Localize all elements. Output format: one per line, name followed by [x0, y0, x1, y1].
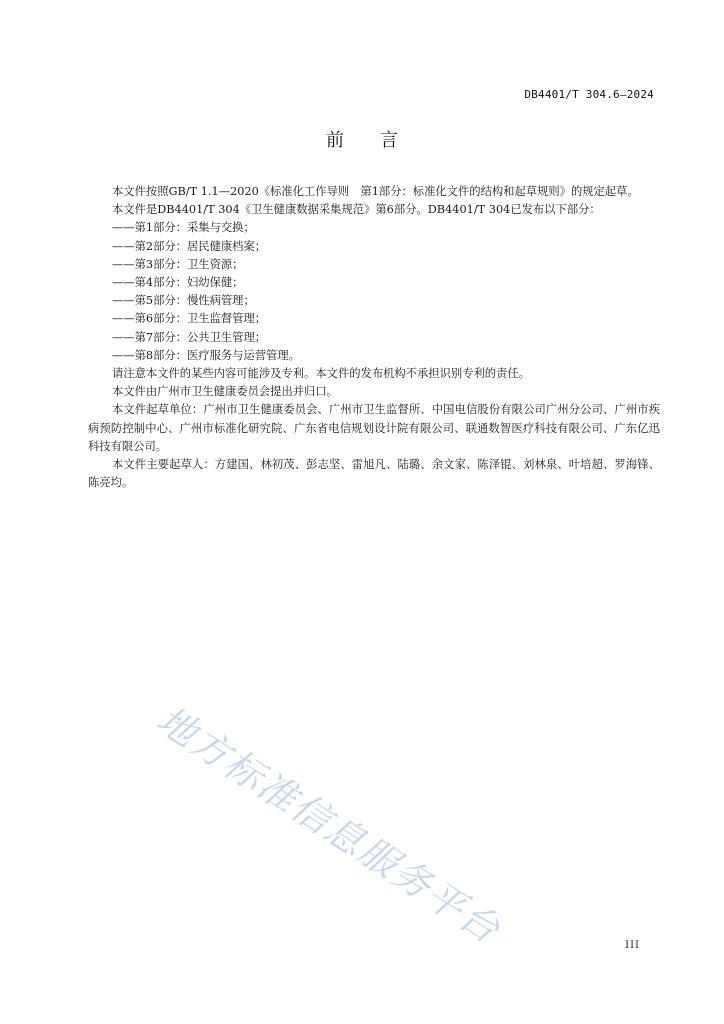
- series-intro-paragraph: 本文件是DB4401/T 304《卫生健康数据采集规范》第6部分。DB4401/T 304已发布以下部分：: [112, 203, 601, 217]
- list-item: ——第8部分：医疗服务与运营管理。: [112, 348, 300, 362]
- drafters-paragraph: 本文件主要起草人：方建国、林初茂、彭志坚、雷旭凡、陆璐、余文家、陈泽锟、刘林泉、叶培超、罗海锋、陈亮均。: [88, 458, 660, 490]
- parts-list: [88, 219, 660, 365]
- document-body: [88, 183, 660, 492]
- list-item: ——第7部分：公共卫生管理；: [112, 330, 267, 344]
- proposer-paragraph: 本文件由广州市卫生健康委员会提出并归口。: [112, 385, 338, 399]
- drafting-units-paragraph: 本文件起草单位：广州市卫生健康委员会、广州市卫生监督所、中国电信股份有限公司广州分公司、广州市疾病预防控制中心、广州市标准化研究院、广东省电信规划设计院有限公司、联通数智医疗科技有限公司、广东亿迅科技有限公司。: [88, 403, 660, 453]
- patent-notice-paragraph: 请注意本文件的某些内容可能涉及专利。本文件的发布机构不承担识别专利的责任。: [112, 367, 530, 381]
- drafting-basis-paragraph: 本文件按照GB/T 1.1—2020《标准化工作导则 第1部分：标准化文件的结构和起草规则》的规定起草。: [112, 185, 639, 198]
- document-code: DB4401/T 304.6—2024: [524, 88, 654, 101]
- page-title: 前言: [326, 130, 434, 151]
- list-item: ——第3部分：卫生资源；: [112, 257, 244, 271]
- list-item: ——第5部分：慢性病管理；: [112, 294, 255, 308]
- watermark: 地方标准信息服务平台: [149, 697, 509, 953]
- list-item: ——第2部分：居民健康档案；: [112, 239, 267, 253]
- page-number: III: [625, 940, 640, 951]
- list-item: ——第6部分：卫生监督管理；: [112, 312, 267, 326]
- list-item: ——第4部分：妇幼保健；: [112, 276, 244, 290]
- list-item: ——第1部分：采集与交换；: [112, 221, 255, 235]
